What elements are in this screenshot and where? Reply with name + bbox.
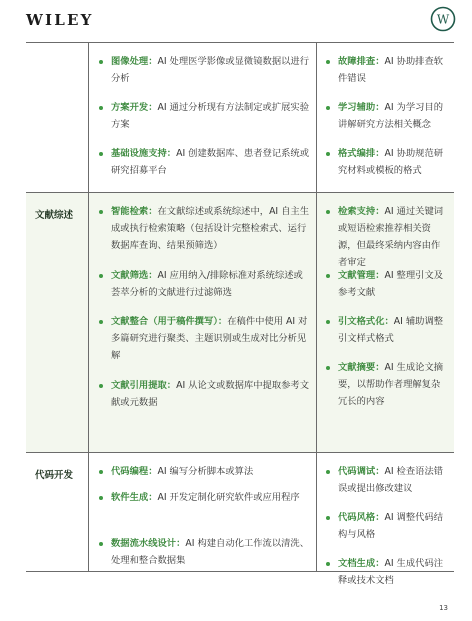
- row-category: 代码开发: [35, 470, 74, 481]
- logo-mark-letter: W: [436, 12, 450, 27]
- list-item: 文献筛选：AI 应用纳入/排除标准对系统综述或荟萃分析的文献进行过滤筛选: [99, 267, 311, 301]
- row-category: 文献综述: [35, 210, 74, 221]
- table-row: [26, 43, 454, 192]
- list-item: 学习辅助：AI 为学习目的讲解研究方法相关概念: [326, 99, 446, 133]
- list-item: 检索支持：AI 通过关键词或短语检索推荐相关资源，但最终采纳内容由作者审定: [326, 203, 446, 271]
- ai-use-table: [26, 42, 454, 586]
- list-item: 图像处理：AI 处理医学影像或显微镜数据以进行分析: [99, 53, 311, 87]
- list-item: 代码风格：AI 调整代码结构与风格: [326, 509, 446, 543]
- list-item: 格式编排：AI 协助规范研究材料或模板的格式: [326, 145, 446, 179]
- bullet-icon: [99, 320, 103, 324]
- bullet-icon: [326, 320, 330, 324]
- list-item: 代码编程：AI 编写分析脚本或算法: [99, 463, 311, 480]
- bullet-icon: [99, 470, 103, 474]
- bullet-icon: [326, 274, 330, 278]
- table-row: [26, 192, 454, 453]
- list-item: 代码调试：AI 检查语法错误或提出修改建议: [326, 463, 446, 497]
- list-item: 文献摘要：AI 生成论文摘要，以帮助作者理解复杂冗长的内容: [326, 359, 446, 410]
- bullet-icon: [99, 384, 103, 388]
- bullet-icon: [99, 210, 103, 214]
- list-item: 基础设施支持：AI 创建数据库、患者登记系统或研究招募平台: [99, 145, 311, 179]
- list-item: 方案开发：AI 通过分析现有方法制定或扩展实验方案: [99, 99, 311, 133]
- table-row: [26, 452, 454, 586]
- bullet-icon: [326, 516, 330, 520]
- bullet-icon: [99, 496, 103, 500]
- list-item: 文献引用提取：AI 从论文或数据库中提取参考文献或元数据: [99, 377, 311, 411]
- list-item: 软件生成：AI 开发定制化研究软件或应用程序: [99, 489, 311, 506]
- bullet-icon: [99, 152, 103, 156]
- bullet-icon: [326, 60, 330, 64]
- wiley-logo: WILEY: [26, 11, 94, 29]
- bullet-icon: [326, 562, 330, 566]
- bullet-icon: [326, 210, 330, 214]
- bullet-icon: [99, 274, 103, 278]
- page-number: 13: [439, 604, 448, 612]
- bullet-icon: [99, 60, 103, 64]
- bullet-icon: [99, 542, 103, 546]
- list-item: 故障排查：AI 协助排查软件错误: [326, 53, 446, 87]
- bullet-icon: [99, 106, 103, 110]
- list-item: 智能检索：在文献综述或系统综述中，AI 自主生成或执行检索策略（包括设计完整检索式、运行数据库查询、结果预筛选）: [99, 203, 311, 254]
- list-item: 文献管理：AI 整理引文及参考文献: [326, 267, 446, 301]
- list-item: 文档生成：AI 生成代码注释或技术文档: [326, 555, 446, 589]
- bullet-icon: [326, 366, 330, 370]
- bullet-icon: [326, 470, 330, 474]
- list-item: 引文格式化：AI 辅助调整引文样式格式: [326, 313, 446, 347]
- bullet-icon: [326, 106, 330, 110]
- list-item: 文献整合（用于稿件撰写）：在稿件中使用 AI 对多篇研究进行聚类、主题识别或生成对比分析见解: [99, 313, 311, 364]
- list-item: 数据流水线设计：AI 构建自动化工作流以清洗、处理和整合数据集: [99, 535, 311, 569]
- bullet-icon: [326, 152, 330, 156]
- wiley-logo-mark: [430, 6, 456, 32]
